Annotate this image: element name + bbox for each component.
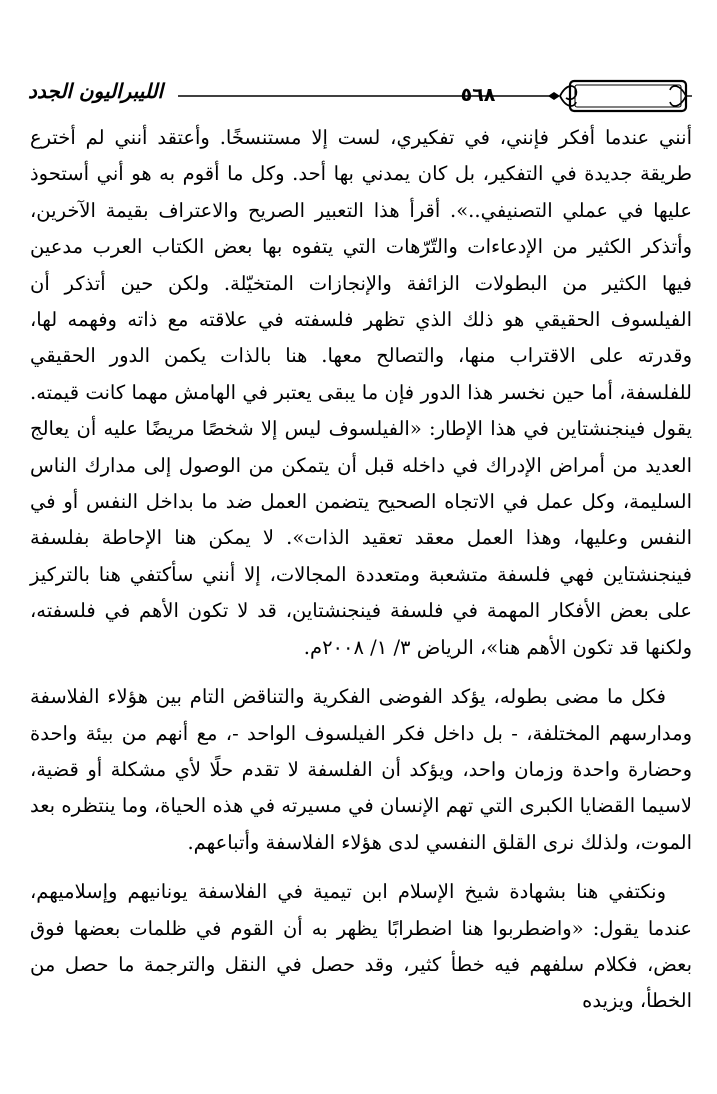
paragraph-2: فكل ما مضى بطوله، يؤكد الفوضى الفكرية والتناقض التام بين هؤلاء الفلاسفة ومدارسهم المختلفة، - بل داخل فكر الفيلسوف الواحد -، مع أنهم من بيئة واحدة وحضارة واحدة وزمان واحد، ويؤكد أن الفلسفة لا تقدم حلًا لأي مشكلة أو قضية، لاسيما القضايا الكبرى التي تهم الإنسان في مسيرته في هذه الحياة، وما ينتظره بعد الموت، ولذلك نرى القلق النفسي لدى هؤلاء الفلاسفة وأتباعهم. xyxy=(30,685,692,854)
page-number: ٥٦٨ xyxy=(460,84,496,106)
main-text xyxy=(30,120,692,1020)
running-title: الليبراليون الجدد xyxy=(28,79,164,103)
paragraph-1: أنني عندما أفكر فإنني، في تفكيري، لست إلا مستنسخًا. وأعتقد أنني لم أخترع طريقة جديدة في التفكير، بل كان يمدني بها أحد. وكل ما أقوم به هو أني أستحوذ عليها في عملي التصنيفي..». أقرأ هذا التعبير الصريح والاعتراف بقيمة الآخرين، وأتذكر الكثير من الإدعاءات والتّرّهات التي يتفوه بها بعض الكتاب العرب مدعين فيها الكثير من البطولات الزائفة والإنجازات المتخيّلة. ولكن حين أتذكر أن الفيلسوف الحقيقي هو ذلك الذي تظهر فلسفته في علاقته مع ذاته وفهمه لها، وقدرته على الاقتراب منها، والتصالح معها. هنا بالذات يكمن الدور الحقيقي للفلسفة، أما حين نخسر هذا الدور فإن ما يبقى يعتبر في الهامش مهما كانت قيمته. يقول فينجنشتاين في هذا الإطار: «الفيلسوف ليس إلا شخصًا مريضًا عليه أن يعالج العديد من أمراض الإدراك في داخله قبل أن يتمكن من الوصول إلى مدارك الناس السليمة، وكل عمل في الاتجاه الصحيح يتضمن العمل ضد ما بداخل النفس أو في النفس وعليها، وهذا العمل معقد تعقيد الذات». لا يمكن هنا الإحاطة بفلسفة فينجنشتاين فهي فلسفة متشعبة ومتعددة المجالات، إلا أنني سأكتفي هنا بالتركيز على بعض الأفكار المهمة في فلسفة فينجنشتاين، قد لا تكون الأهم في فلسفته، ولكنها قد تكون الأهم هنا»، الرياض ٣/ ١/ ٢٠٠٨م. xyxy=(30,126,692,659)
page-header xyxy=(28,78,692,118)
paragraph-3: ونكتفي هنا بشهادة شيخ الإسلام ابن تيمية في الفلاسفة يونانيهم وإسلاميهم، عندما يقول: «واضطربوا هنا اضطرابًا يظهر به أن القوم في ظلمات بعضها فوق بعض، فكلام سلفهم فيه خطأ كثير، وقد حصل في النقل والترجمة ما حصل من الخطأ، ويزيده xyxy=(30,880,692,1013)
